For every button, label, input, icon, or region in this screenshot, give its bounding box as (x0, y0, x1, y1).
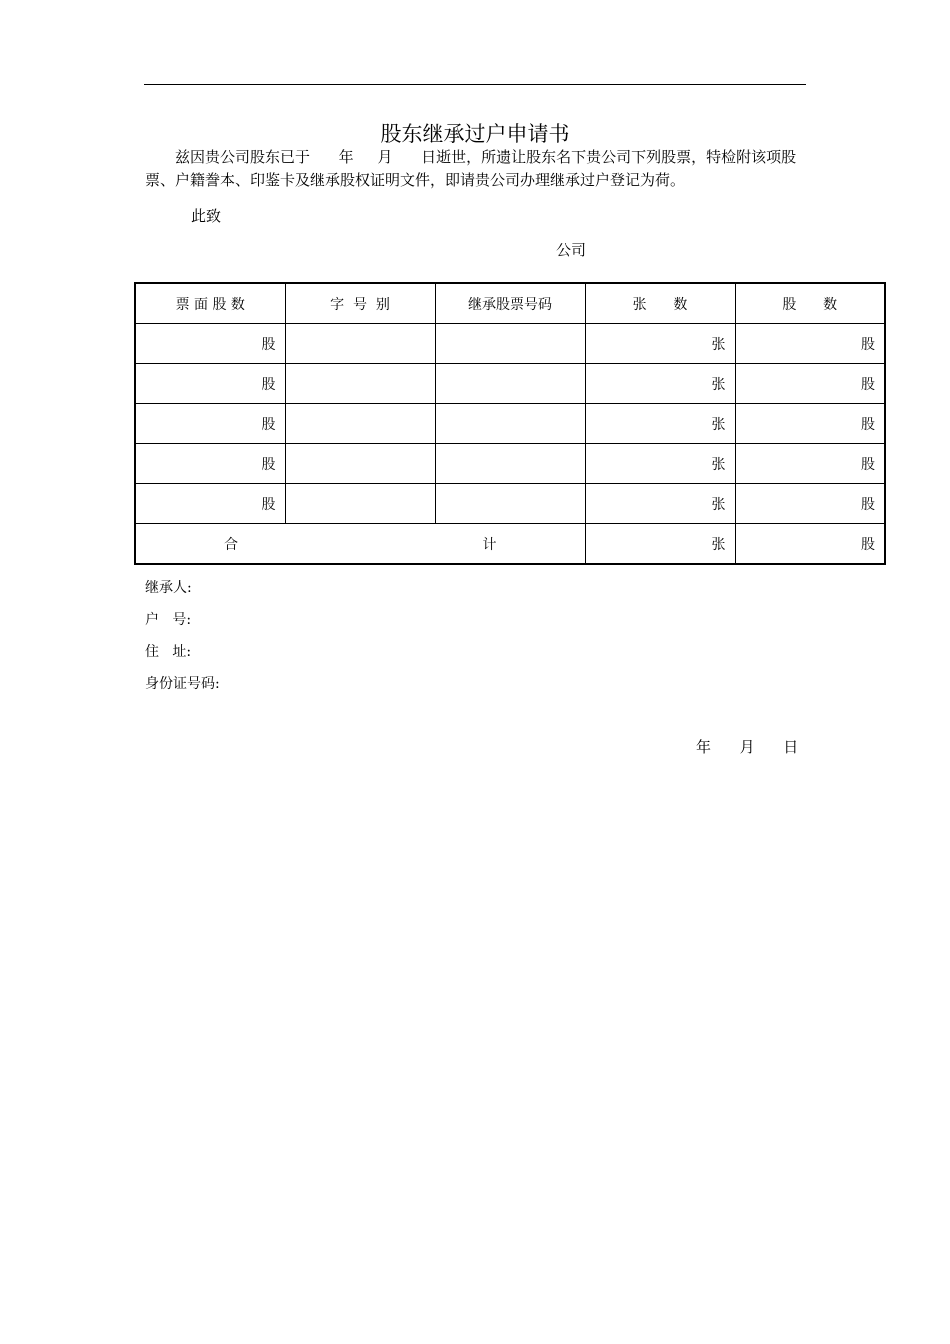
date-month: 月 (739, 738, 755, 756)
header-stock-number: 继承股票号码 (435, 283, 585, 324)
stock-number-cell[interactable] (435, 364, 585, 404)
total-row (135, 524, 885, 565)
table-row (135, 484, 885, 524)
serial-cell[interactable] (285, 364, 435, 404)
serial-cell[interactable] (285, 404, 435, 444)
total-shares-cell[interactable]: 股 (735, 524, 885, 565)
header-shares: 股 数 (735, 283, 885, 324)
table-header-row (135, 283, 885, 324)
sheets-cell[interactable]: 张 (585, 404, 735, 444)
address-label: 住 址: (145, 644, 192, 660)
table-row (135, 324, 885, 364)
shares-cell[interactable]: 股 (735, 484, 885, 524)
salutation: 此致 (191, 207, 222, 225)
stock-number-cell[interactable] (435, 444, 585, 484)
face-shares-cell[interactable]: 股 (135, 444, 285, 484)
total-label-right: 计 (482, 536, 497, 553)
sheets-cell[interactable]: 张 (585, 444, 735, 484)
shares-table (134, 282, 886, 565)
shares-cell[interactable]: 股 (735, 444, 885, 484)
stock-number-cell[interactable] (435, 484, 585, 524)
intro-month: 月 (377, 148, 393, 166)
intro-paragraph (145, 146, 810, 192)
stock-number-cell[interactable] (435, 324, 585, 364)
shares-cell[interactable]: 股 (735, 324, 885, 364)
stock-number-cell[interactable] (435, 404, 585, 444)
sheets-cell[interactable]: 张 (585, 484, 735, 524)
sheets-cell[interactable]: 张 (585, 364, 735, 404)
shares-cell[interactable]: 股 (735, 404, 885, 444)
serial-cell[interactable] (285, 324, 435, 364)
total-label-cell (135, 524, 585, 565)
company-line: 公司 (556, 241, 587, 259)
table-row (135, 404, 885, 444)
total-label-left: 合 (224, 536, 238, 553)
face-shares-cell[interactable]: 股 (135, 324, 285, 364)
face-shares-cell[interactable]: 股 (135, 484, 285, 524)
id-number-label: 身份证号码: (145, 676, 220, 692)
table-row (135, 444, 885, 484)
date-day: 日 (783, 738, 799, 756)
face-shares-cell[interactable]: 股 (135, 404, 285, 444)
face-shares-cell[interactable]: 股 (135, 364, 285, 404)
signature-date (696, 737, 798, 757)
header-face-shares: 票 面 股 数 (135, 283, 285, 324)
header-serial: 字 号 别 (285, 283, 435, 324)
date-year: 年 (696, 738, 712, 756)
household-label: 户 号: (145, 612, 192, 628)
header-sheets: 张 数 (585, 283, 735, 324)
table-row (135, 364, 885, 404)
heir-label: 继承人: (145, 580, 192, 596)
total-sheets-cell[interactable]: 张 (585, 524, 735, 565)
intro-part-rest: 日逝世，所遗让股东名下贵公司下列股票，特检附该项股票、户籍誊本、印鉴卡及继承股权证明文件，即请贵公司办理继承过户登记为荷。 (145, 148, 797, 189)
sheets-cell[interactable]: 张 (585, 324, 735, 364)
intro-year: 年 (338, 148, 354, 166)
serial-cell[interactable] (285, 484, 435, 524)
serial-cell[interactable] (285, 444, 435, 484)
shares-cell[interactable]: 股 (735, 364, 885, 404)
header-rule (144, 84, 806, 85)
document-title: 股东继承过户申请书 (380, 122, 570, 146)
intro-part-1: 兹因贵公司股东已于 (175, 148, 311, 166)
